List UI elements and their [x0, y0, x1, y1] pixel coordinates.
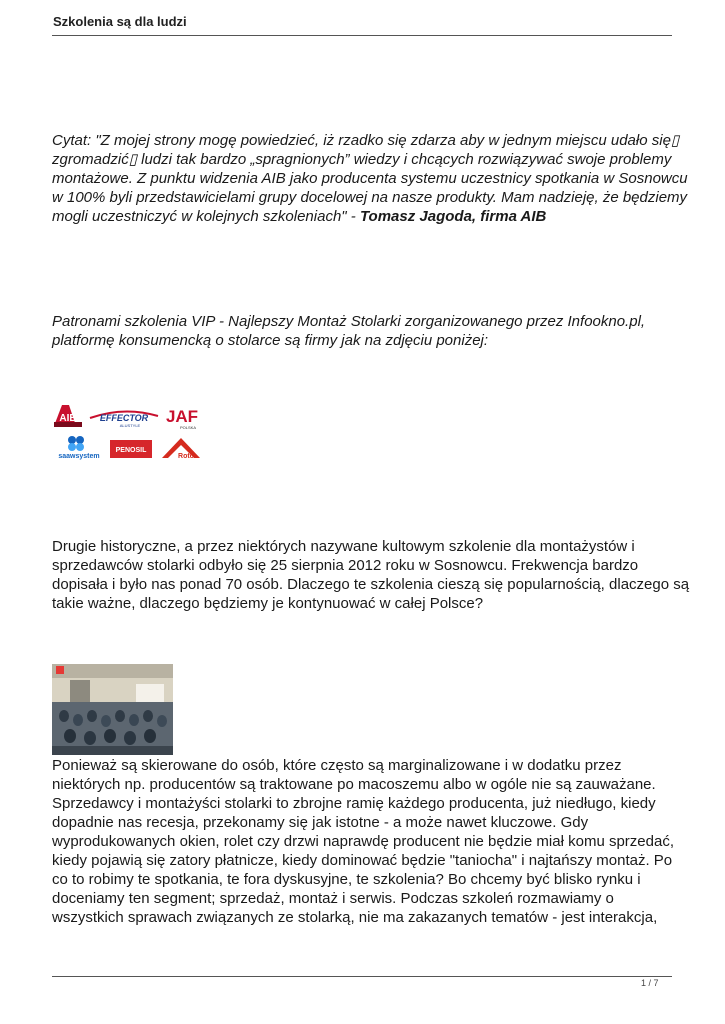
saawsystem-logo-text: saawsystem	[58, 453, 100, 460]
quote-line-text: mogli uczestniczyć w kolejnych szkoleniach" -	[52, 208, 360, 225]
quote-line: Cytat: "Z mojej strony mogę powiedzieć, iż rzadko się zdarza aby w jednym miejscu udało się▯	[52, 132, 680, 149]
paragraph-line: Drugie historyczne, a przez niektórych nazywane kultowym szkolenie dla montażystów i	[52, 538, 635, 555]
aib-logo	[52, 402, 84, 428]
paragraph-line: kiedy pojawią się zatory płatnicze, kiedy dominować będzie "taniocha" i najtańszy montaż. Po	[52, 852, 673, 869]
paragraph-line: dopadnie nas recesja, przekonamy się jak istotne - a może nawet kluczowe. Gdy	[52, 814, 589, 831]
paragraph-line: co to robimy te spotkania, te fora dyskusyjne, te szkolenia? Bo chcemy być blisko rynku i	[52, 871, 641, 888]
paragraph-line: Sprzedawcy i montażyści stolarki to zbrojne ramię każdego producenta, już niedługo, kiedy	[52, 795, 656, 812]
page-header-title: Szkolenia są dla ludzi	[53, 14, 187, 29]
roto-logo	[158, 436, 204, 460]
quote-line: w 100% byli przedstawicielami grupy docelowej na nasze produkty. Mam nadzieję, że będziemy	[52, 189, 688, 206]
quote-author: Tomasz Jagoda, firma AIB	[359, 208, 547, 225]
penosil-logo-text: PENOSIL	[115, 447, 147, 454]
paragraph-line: niektórych np. producentów są traktowane po macoszemu albo w ogóle nie są zauważane.	[52, 776, 656, 793]
quote-block	[52, 131, 688, 226]
patrons-line: Patronami szkolenia VIP - Najlepszy Montaż Stolarki zorganizowanego przez Infookno.pl,	[52, 313, 646, 330]
patrons-line: platformę konsumencką o stolarce są firmy jak na zdjęciu poniżej:	[52, 332, 489, 349]
paragraph-main	[52, 756, 677, 927]
paragraph-line: dopisała i było nas ponad 70 osób. Dlaczego te szkolenia cieszą się popularnością, dlaczego są	[52, 576, 690, 593]
effector-logo	[88, 408, 160, 428]
paragraph-line: wyprodukowanych okien, rolet czy drzwi naprawdę producent nie będzie miał komu sprzedać,	[52, 833, 674, 850]
jaf-logo-subtext: POLSKA	[179, 425, 197, 430]
training-photo-image	[52, 664, 173, 755]
paragraph-line: takie ważne, dlaczego będziemy je kontynuować w całej Polsce?	[52, 595, 484, 612]
paragraph-line: doceniamy ten segment; sprzedaż, montaż i serwis. Podczas szkoleń rozmawiamy o	[52, 890, 614, 907]
header-divider	[52, 35, 672, 36]
roto-logo-text: Roto	[178, 453, 194, 460]
footer-divider	[52, 976, 672, 977]
training-photo	[52, 664, 173, 755]
page-number: 1 / 7	[641, 978, 659, 988]
aib-logo-text: AIB	[59, 413, 77, 424]
saawsystem-logo	[52, 434, 106, 460]
penosil-logo	[110, 440, 152, 458]
effector-logo-subtext: ALUSTYLE	[119, 423, 141, 428]
quote-line: montażowe. Z punktu widzenia AIB jako producenta systemu uczestnicy spotkania w Sosnowcu	[52, 170, 688, 187]
patrons-paragraph	[52, 312, 677, 350]
jaf-logo-text: JAF	[165, 407, 199, 426]
paragraph-line: Ponieważ są skierowane do osób, które często są marginalizowane i w dodatku przez	[52, 757, 622, 774]
paragraph-line: sprzedawców stolarki odbyło się 25 sierpnia 2012 roku w Sosnowcu. Frekwencja bardzo	[52, 557, 639, 574]
sponsor-logos	[52, 402, 204, 464]
paragraph-intro	[52, 537, 690, 613]
jaf-logo	[162, 404, 202, 430]
quote-line: zgromadzić▯ ludzi tak bardzo „spragnionych” wiedzy i chcących rozwiązywać swoje problemy	[52, 151, 672, 168]
paragraph-line: wszystkich sprawach związanych ze stolarką, nie ma zakazanych tematów - jest interakcja,	[52, 909, 658, 926]
effector-logo-text: EFFECTOR	[99, 413, 149, 423]
quote-line-last	[52, 207, 677, 226]
